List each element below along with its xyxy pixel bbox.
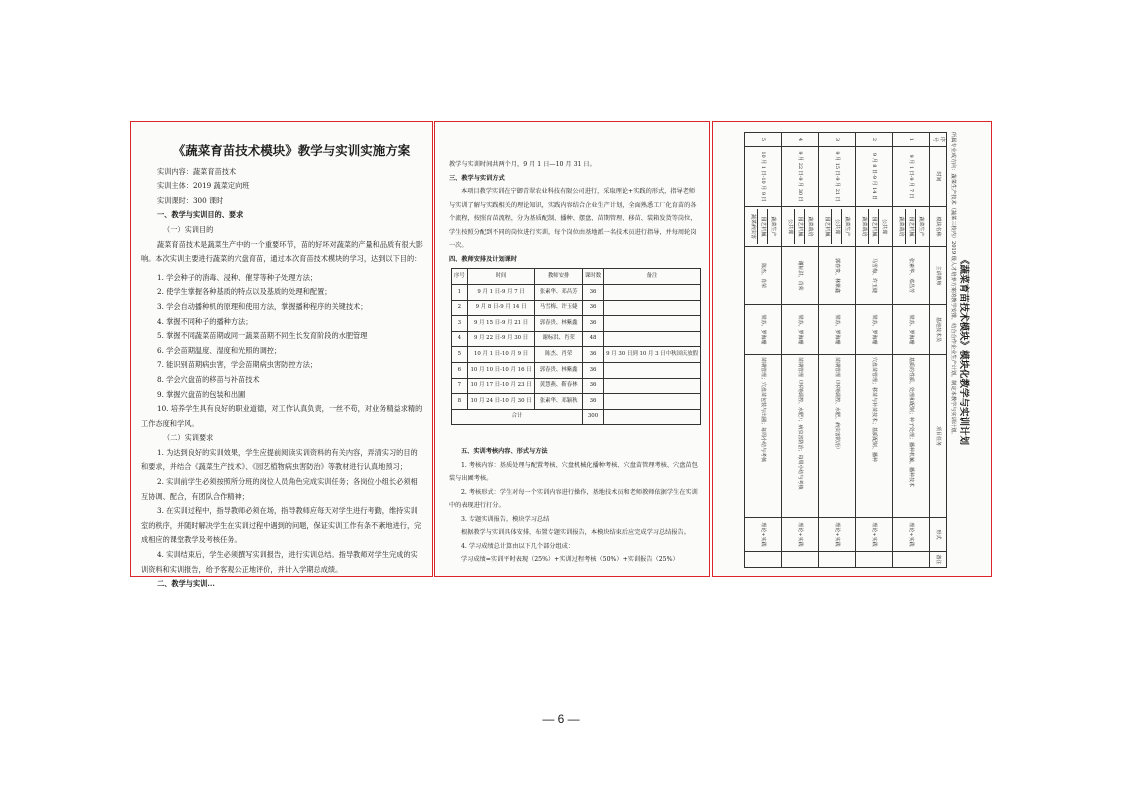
table-cell: 10 月 10 日-10 月 16 日 (467, 362, 535, 378)
goal-item: 8. 学会穴盘苗的移苗与补苗技术 (157, 374, 260, 384)
table-cell: 梁苏、罗海珊 (819, 305, 856, 355)
table-cell (604, 285, 701, 301)
table-header: 时间 (467, 269, 535, 285)
table-cell: 梁苏、罗海珊 (782, 305, 819, 355)
table-cell: 36 (582, 285, 603, 301)
table-cell: 5 (745, 133, 782, 147)
table-cell: 10 月 17 日-10 月 23 日 (467, 378, 535, 394)
goal-item: 6. 学会苗期温度、湿度和光照的调控； (157, 345, 282, 355)
table-cell: 9 月 22 日-9 月 30 日 (467, 331, 535, 347)
table-cell (604, 362, 701, 378)
table-cell: 4 (452, 331, 468, 347)
table-cell: 48 (582, 331, 603, 347)
table-row (452, 378, 701, 394)
time-line: 教学与实训时间共两个月，9 月 1 日—10 月 31 日。 (449, 161, 596, 168)
table-cell: 陈杰、肖荣 (745, 247, 782, 305)
left-document-page (130, 121, 433, 589)
goal-item: 5. 掌握不同蔬菜苗期或同一蔬菜苗期不同生长发育阶段的水肥管理 (157, 331, 368, 341)
table-cell: 9 月 22 日-9 月 30 日 (782, 147, 819, 207)
exam-item: 2. 考核形式：学生对每一个实训内容进行操作，基地技术员和老师教师依据学生在实训中的表现进行打分。 (449, 488, 698, 510)
table-cell: 3 (819, 133, 856, 147)
table-row (893, 133, 930, 568)
goal-item: 2. 使学生掌握各种基质的特点以及基质的处理和配置； (157, 287, 332, 297)
table-cell: 陈杰、肖荣 (535, 347, 583, 363)
total-label: 合计 (452, 409, 583, 425)
total-value: 300 (582, 409, 603, 425)
table-cell: 苗期管理；穴盘苗包装与出圃；每周小结与考核 (745, 355, 782, 518)
table-cell: 理论+实践 (856, 518, 893, 552)
goal-item: 9. 掌握穴盘苗的包装和出圃 (157, 389, 246, 399)
table-cell (604, 378, 701, 394)
module-cell: 蔬菜生产 园艺机械 蔬菜病虫害 (745, 207, 782, 247)
table-cell (604, 394, 701, 410)
table-cell (819, 552, 856, 568)
table-header: 基地技术员 (930, 305, 947, 355)
goal-item: 4. 掌握不同种子的播种方法； (157, 316, 253, 326)
goal-item: 3. 学会自动播种机的原理和使用方法，掌握播种程序的关键技术； (157, 301, 368, 311)
section-heading-cut: 二、教学与实训... (157, 579, 215, 589)
table-row (819, 133, 856, 568)
rotated-plan (733, 132, 969, 568)
table-row (452, 316, 701, 332)
table-cell (604, 331, 701, 347)
table-cell: 苗期管理（环境调控、水肥）；病虫害防治；每周小结与考核 (782, 355, 819, 518)
subsection-heading: （二）实训要求 (163, 433, 214, 443)
table-cell: 1 (893, 133, 930, 147)
goal-item: 1. 学会种子的消毒、浸种、催芽等种子处理方法； (157, 272, 318, 282)
meta-line: 实训课时：300 课时 (157, 195, 224, 205)
section-heading: 四、教师安排及计划课时 (449, 255, 518, 263)
subsection-heading: （一）实训目的 (163, 224, 214, 234)
plan-table (744, 132, 947, 568)
table-cell: 9 月 8 日-9 月 14 日 (856, 147, 893, 207)
table-cell (856, 552, 893, 568)
table-header: 序号 (930, 133, 947, 147)
exam-item: 根据教学与实训具体安排，布置专题实训报告，本模块结束后应完成学习总结报告。 (461, 529, 690, 537)
table-cell: 10 月 1 日-10 月 9 日 (467, 347, 535, 363)
module-cell: 蔬菜栽培 园艺机械 公共课 (782, 207, 819, 247)
module-cell: 公共课 园艺机械 蔬菜栽培 (856, 207, 893, 247)
section-heading: 一、教学与实训目的、要求 (157, 210, 244, 220)
table-cell: 36 (582, 316, 603, 332)
module-cell: 蔬菜生产 园艺机械 蔬菜栽培 (893, 207, 930, 247)
table-cell: 8 (452, 394, 468, 410)
table-cell: 黄慧燕、靳春林 (535, 378, 583, 394)
table-cell (745, 552, 782, 568)
table-cell: 36 (582, 378, 603, 394)
table-cell: 9 月 15 日-9 月 21 日 (467, 316, 535, 332)
table-cell: 36 (582, 347, 603, 363)
section-heading: 五、实训考核内容、形式与方法 (461, 448, 548, 456)
module-cell: 蔬菜生产 公共课 园艺机械 (819, 207, 856, 247)
table-cell: 9 月 15 日-9 月 21 日 (819, 147, 856, 207)
table-cell: 郭春贵、林紫鑫 (535, 362, 583, 378)
meta-line: 实训主体：2019 蔬菜定向班 (157, 181, 250, 191)
table-cell: 马雪梅、许玉婕 (535, 300, 583, 316)
table-header: 模块名称 (930, 207, 947, 247)
table-cell: 穴盘苗管理；移苗与补苗技术；基质配制、播种 (856, 355, 893, 518)
table-row (452, 394, 701, 410)
table-header: 备注 (604, 269, 701, 285)
table-cell: 2 (452, 300, 468, 316)
table-row (452, 331, 701, 347)
table-cell: 9 月 8 日-9 月 14 日 (467, 300, 535, 316)
table-cell: 36 (582, 394, 603, 410)
table-row (452, 347, 701, 363)
meta-line: 实训内容：蔬菜育苗技术 (157, 166, 237, 176)
intro-paragraph: 蔬菜育苗技术是蔬菜生产中的一个重要环节，苗的好坏对蔬菜的产量和品质有很大影响。本次实训主要进行蔬菜的穴盘育苗，通过本次育苗技术模块的学习，达到以下目的： (141, 239, 423, 264)
table-cell: 1 (452, 285, 468, 301)
table-cell: 张素华、邓颖秋 (535, 394, 583, 410)
section-heading: 三、教学与实训方式 (449, 174, 505, 182)
table-cell: 9 月 30 日到 10 月 3 日中秋国庆放假 (604, 347, 701, 363)
table-cell: 理论+实践 (745, 518, 782, 552)
requirement-item: 3. 在实训过程中，指导教师必须在场，指导教师应每天对学生进行考勤，维持实训室的秩序，并随时解决学生在实训过程中遇到的问题，保证实训工作有条不紊地进行，完成相应的课堂教学及考核任务。 (141, 506, 422, 545)
right-document-page (712, 121, 992, 577)
table-cell: 郭春贵、林紫鑫 (819, 247, 856, 305)
table-header: 形式 (930, 518, 947, 552)
requirement-item: 2. 实训前学生必须按照所分班的岗位人员角色完成实训任务；各岗位小组长必须相互协调、配合，有团队合作精神； (141, 477, 418, 501)
goal-item: 10. 培养学生具有良好的职业道德，对工作认真负责，一丝不苟，对业务精益求精的工作态度和学风。 (141, 404, 423, 428)
plan-subtitle: 所属专业或方向：蔬菜生产技术（蔬菜三校内）2019 级人才培养方案的教学安排，结合合作企业生产计划，制定本教学与实训计划。 (950, 132, 956, 438)
goal-item: 7. 能识别苗期病虫害，学会苗期病虫害防控方法； (157, 360, 318, 370)
table-header: 主讲教师 (930, 247, 947, 305)
table-cell: 5 (452, 347, 468, 363)
table-total-row (452, 409, 701, 425)
table-cell: 9 月 1 日-9 月 7 日 (893, 147, 930, 207)
table-cell: 张素华、邓昌芳 (535, 285, 583, 301)
table-cell: 3 (452, 316, 468, 332)
table-row (452, 362, 701, 378)
table-header: 备注 (930, 552, 947, 568)
table-cell (604, 316, 701, 332)
teacher-schedule-table (451, 268, 701, 425)
table-cell (782, 552, 819, 568)
grade-formula: 学习成绩=实训平时表现（25%）+实训过程考核（50%）+实训报告（25%） (461, 556, 679, 564)
table-cell: 谢标洪、肖荣 (782, 247, 819, 305)
table-cell: 谢标洪、肖荣 (535, 331, 583, 347)
requirement-item: 4. 实训结束后，学生必须撰写实训报告，进行实训总结。指导教师对学生完成的实训资料和实训报告，给予客观公正地评价，并计入学期总成绩。 (141, 550, 418, 574)
middle-document-page (434, 121, 710, 577)
table-cell: 理论+实践 (782, 518, 819, 552)
exam-item: 4. 学习成绩总计算由以下几个部分组成： (461, 542, 575, 550)
table-cell (604, 300, 701, 316)
plan-title: 《蔬菜育苗技术模块》模块化教学与实训计划 (958, 254, 969, 445)
table-cell: 梁苏、罗海珊 (893, 305, 930, 355)
table-cell: 36 (582, 362, 603, 378)
table-header: 课时数 (582, 269, 603, 285)
table-header: 序号 (452, 269, 468, 285)
doc-title: 《蔬菜育苗技术模块》教学与实训实施方案 (172, 143, 411, 158)
table-cell: 梁苏、罗海珊 (856, 305, 893, 355)
table-cell: 6 (452, 362, 468, 378)
table-cell: 2 (856, 133, 893, 147)
table-cell: 基质的性质、处理和配制；种子处理；播种机械、播种技术 (893, 355, 930, 518)
exam-item: 1. 考核内容：基质处理与配置考核、穴盘机械化播种考核、穴盘苗管理考核、穴盘苗包装与出圃考核。 (449, 461, 698, 483)
table-cell: 36 (582, 300, 603, 316)
method-paragraph: 本项目教学实训在宁御青翠农业科技有限公司进行，采取理论+实践的形式，指导老师与实训了解与实践相关的理论知识，实践内容结合企业生产计划，全面熟悉工厂化育苗的各个流程，按照育苗流程，分为基质配制、播种、摆盘、苗期管理、移苗、装箱发货等岗位，学生按照分配到不同的岗位进行实训，每个岗位由基地派一名技术员进行指导，并每周轮岗一次。 (449, 188, 697, 249)
table-row (745, 133, 782, 568)
table-cell: 梁苏、罗海珊 (745, 305, 782, 355)
table-header: 时间 (930, 147, 947, 207)
table-row (782, 133, 819, 568)
table-cell: 10 月 24 日-10 月 30 日 (467, 394, 535, 410)
table-header: 教师安排 (535, 269, 583, 285)
table-cell: 10 月 1 日-10 月 9 日 (745, 147, 782, 207)
table-cell: 7 (452, 378, 468, 394)
table-cell (604, 409, 701, 425)
table-row (452, 285, 701, 301)
page-number: — 6 — (542, 712, 580, 726)
table-cell (893, 552, 930, 568)
table-cell: 4 (782, 133, 819, 147)
table-cell: 9 月 1 日-9 月 7 日 (467, 285, 535, 301)
table-cell: 张素华、邓昌芳 (893, 247, 930, 305)
table-header: 项目任务 (930, 355, 947, 518)
table-cell: 理论+实践 (893, 518, 930, 552)
table-cell: 郭春贵、林紫鑫 (535, 316, 583, 332)
table-cell: 马雪梅、许玉婕 (856, 247, 893, 305)
requirement-item: 1. 为达到良好的实训效果，学生应提前阅读实训资料的有关内容，弄清实习的目的和要求，并结合《蔬菜生产技术》、《园艺植物病虫害防治》等教材进行认真地预习； (141, 447, 418, 472)
table-cell: 苗期管理（环境调控、水肥、病虫害防治） (819, 355, 856, 518)
exam-item: 3. 专题实训报告，模块学习总结 (461, 515, 550, 523)
table-row (452, 300, 701, 316)
table-row (856, 133, 893, 568)
table-cell: 理论+实践 (819, 518, 856, 552)
